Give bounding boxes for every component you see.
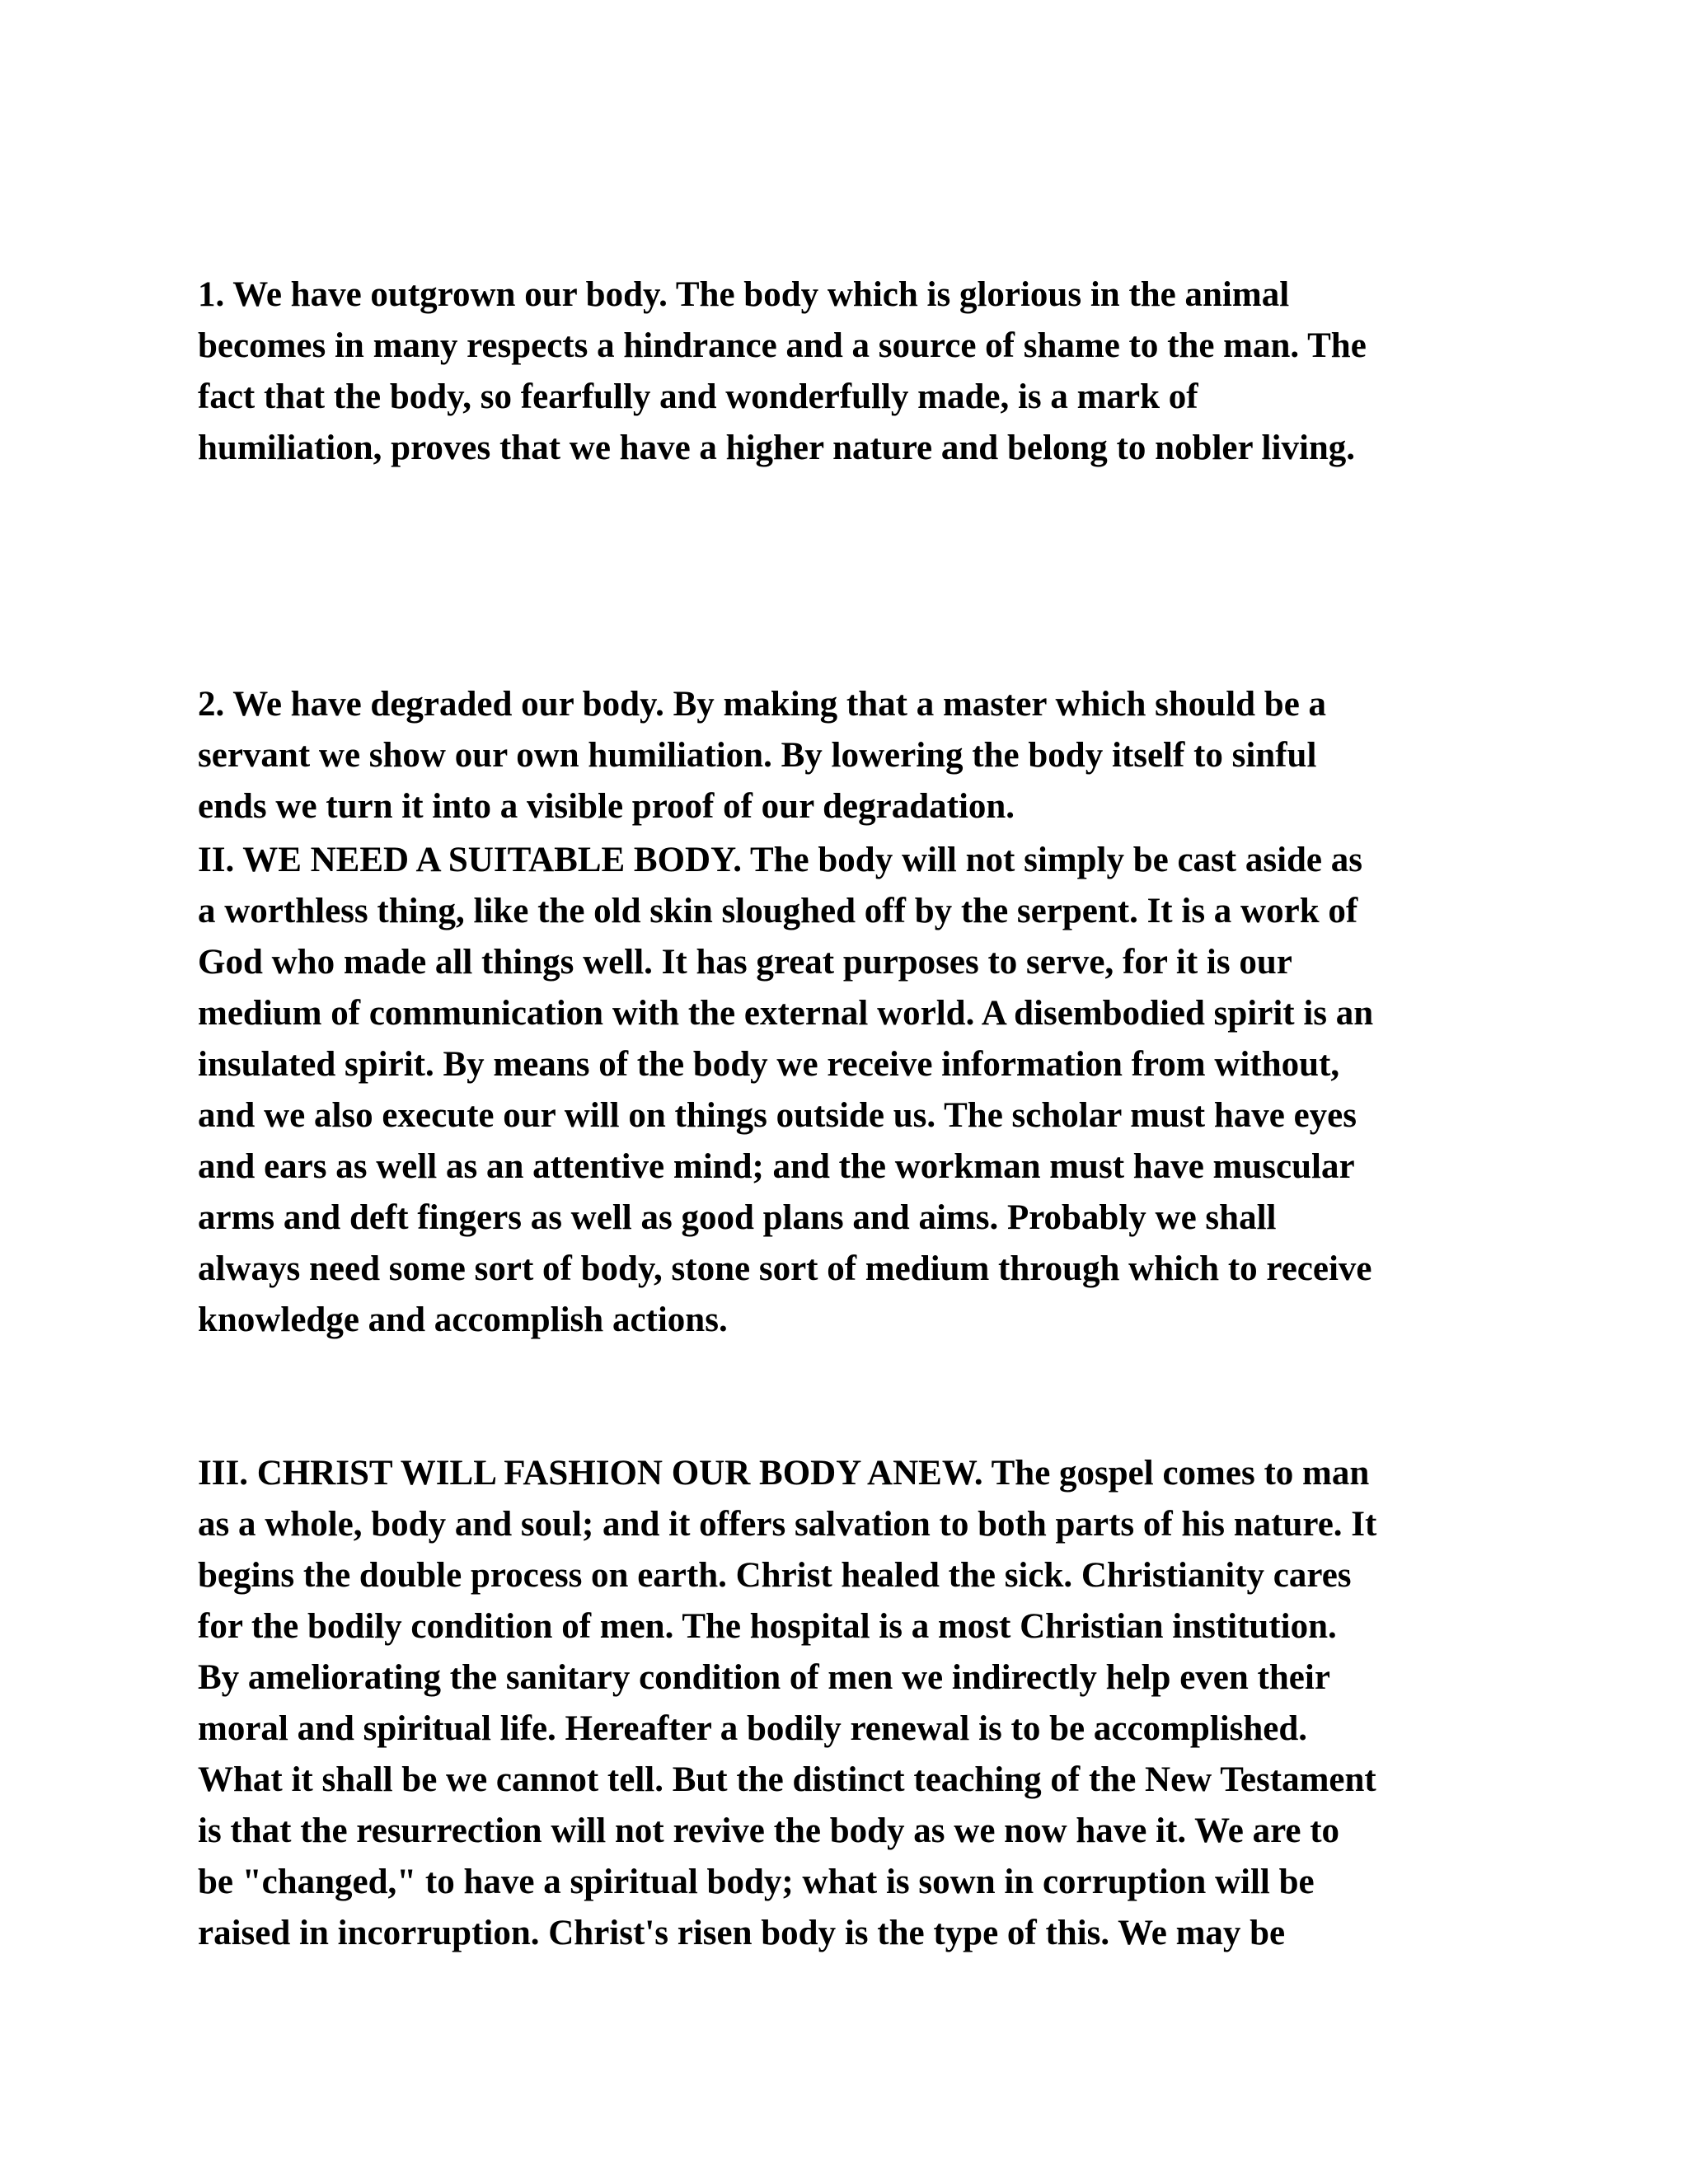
text-line: What it shall be we cannot tell. But the distinct teaching of the New Testament [198, 1760, 1376, 1799]
text-line: always need some sort of body, stone sort of medium through which to receive [198, 1249, 1372, 1288]
text-line: be "changed," to have a spiritual body; what is sown in corruption will be [198, 1863, 1315, 1901]
text-line: and ears as well as an attentive mind; and the workman must have muscular [198, 1147, 1355, 1186]
text-line: as a whole, body and soul; and it offers salvation to both parts of his nature. It [198, 1505, 1377, 1544]
text-line: a worthless thing, like the old skin sloughed off by the serpent. It is a work of [198, 892, 1358, 930]
text-line: raised in incorruption. Christ's risen body is the type of this. We may be [198, 1914, 1286, 1952]
text-line: III. CHRIST WILL FASHION OUR BODY ANEW. The gospel comes to man [198, 1454, 1370, 1493]
text-line: By ameliorating the sanitary condition of men we indirectly help even their [198, 1658, 1330, 1697]
text-line: ends we turn it into a visible proof of our degradation. [198, 787, 1015, 826]
paragraph-outgrown-body [198, 269, 1500, 474]
text-line: becomes in many respects a hindrance and a source of shame to the man. The [198, 326, 1367, 365]
text-line: God who made all things well. It has great purposes to serve, for it is our [198, 943, 1292, 982]
text-line: and we also execute our will on things outside us. The scholar must have eyes [198, 1096, 1357, 1135]
text-line: moral and spiritual life. Hereafter a bodily renewal is to be accomplished. [198, 1709, 1308, 1748]
text-line: medium of communication with the external world. A disembodied spirit is an [198, 994, 1374, 1033]
text-line: humiliation, proves that we have a higher nature and belong to nobler living. [198, 429, 1356, 467]
paragraph-suitable-body [198, 835, 1500, 1346]
text-line: begins the double process on earth. Christ healed the sick. Christianity cares [198, 1556, 1352, 1595]
text-line: fact that the body, so fearfully and wonderfully made, is a mark of [198, 377, 1198, 416]
text-line: insulated spirit. By means of the body we receive information from without, [198, 1045, 1340, 1084]
text-line: arms and deft fingers as well as good plans and aims. Probably we shall [198, 1198, 1277, 1237]
paragraph-body-anew [198, 1448, 1500, 1959]
text-line: II. WE NEED A SUITABLE BODY. The body will not simply be cast aside as [198, 841, 1362, 879]
text-line: knowledge and accomplish actions. [198, 1301, 728, 1339]
text-line: 1. We have outgrown our body. The body which is glorious in the animal [198, 275, 1290, 314]
paragraph-degraded-body [198, 679, 1500, 832]
text-line: servant we show our own humiliation. By lowering the body itself to sinful [198, 736, 1317, 775]
text-line: is that the resurrection will not revive the body as we now have it. We are to [198, 1811, 1340, 1850]
text-line: 2. We have degraded our body. By making that a master which should be a [198, 685, 1327, 724]
text-line: for the bodily condition of men. The hospital is a most Christian institution. [198, 1607, 1337, 1646]
